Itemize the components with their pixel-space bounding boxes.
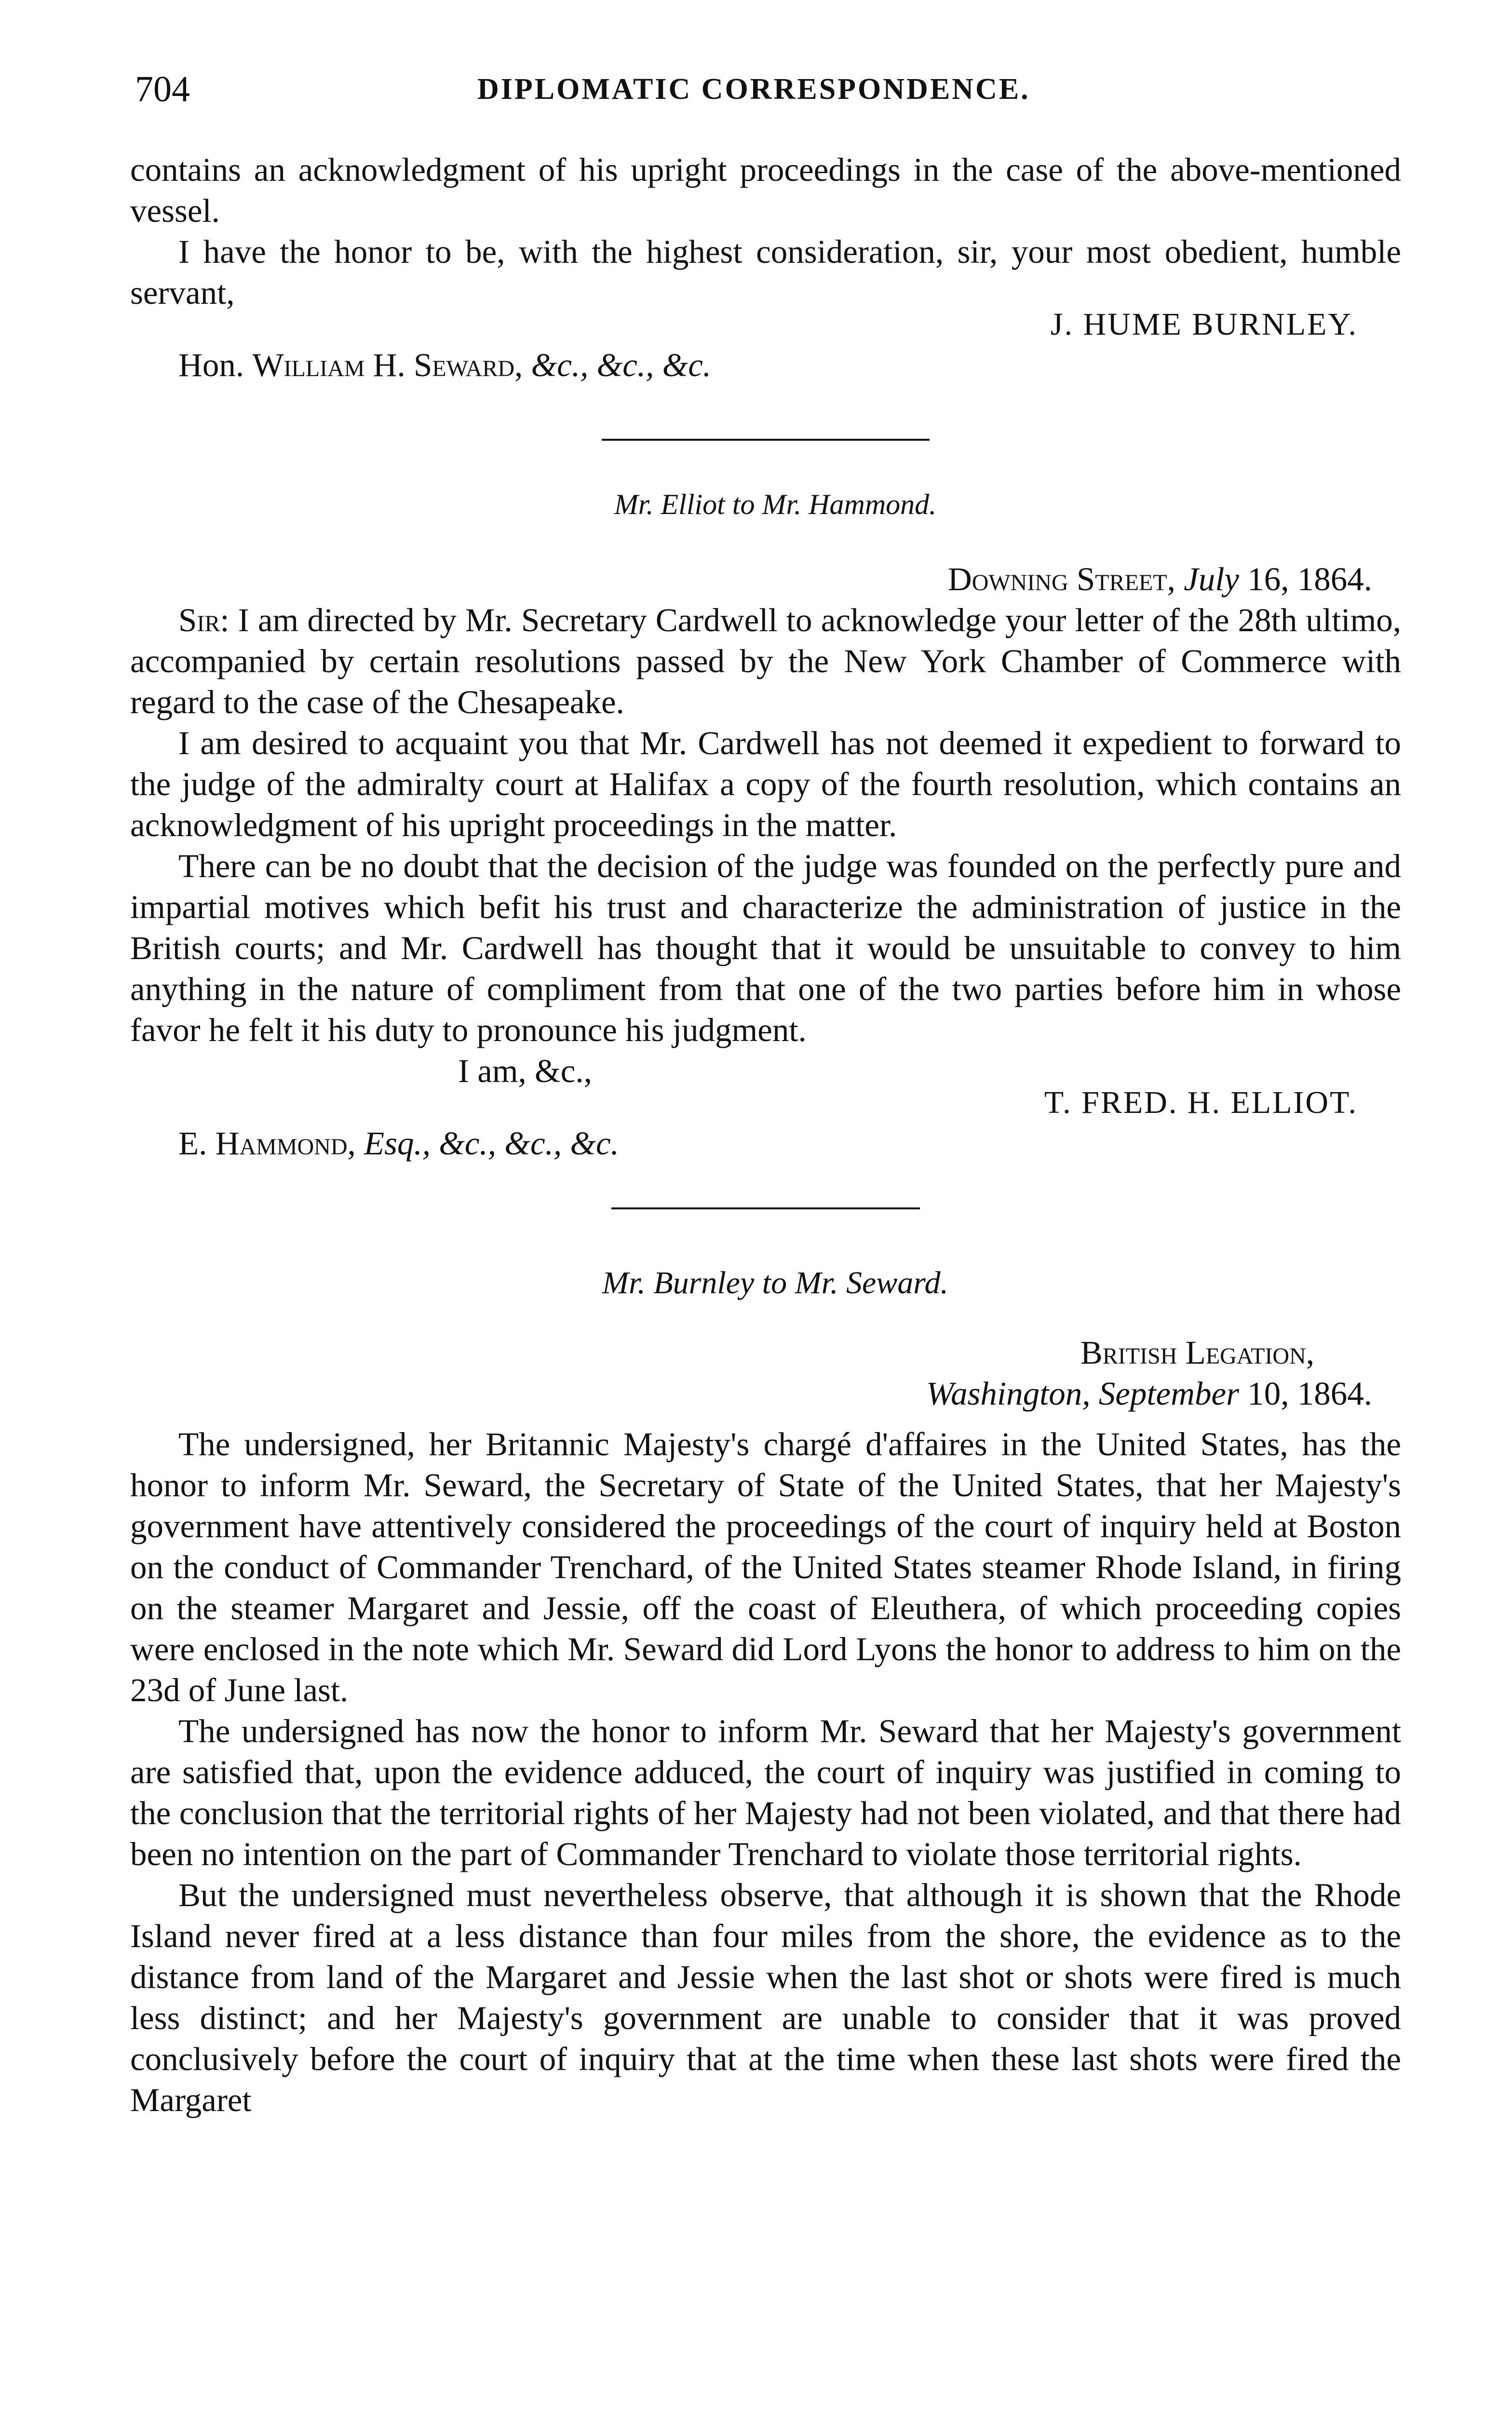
- signature: T. FRED. H. ELLIOT.: [1044, 1085, 1358, 1120]
- paragraph: I am desired to acquaint you that Mr. Cardwell has not deemed it expedient to forward to the judge of the admiralty court at Halifax a copy of the fourth resolution, which contains an acknowledgment of his upright proceedings in the matter.: [130, 725, 1401, 843]
- running-head: [130, 63, 1401, 116]
- addressee-name: E. Hammond,: [178, 1125, 356, 1162]
- letter-burnley-to-seward: [130, 1262, 1401, 2121]
- letter-elliot-to-hammond: [130, 484, 1401, 1164]
- closing: I have the honor to be, with the highest consideration, sir, your most obedient, humble servant,: [130, 233, 1401, 311]
- legation: British Legation,: [1080, 1334, 1314, 1371]
- running-title: DIPLOMATIC CORRESPONDENCE.: [477, 73, 1030, 106]
- letter-title: Mr. Burnley to Mr. Seward.: [602, 1265, 948, 1300]
- paragraph: The undersigned, her Britannic Majesty's chargé d'affaires in the United States, has the honor to inform Mr. Seward, the Secretary of State of the United States, that her Majesty's government have attentively considered the proceedings of the court of inquiry held at Boston on the conduct of Commander Trenchard, of the United States steamer Rhode Island, in firing on the steamer Margaret and Jessie, off the coast of Eleuthera, of which proceeding copies were enclosed in the note which Mr. Seward did Lord Lyons the honor to address to him on the 23d of June last.: [130, 1426, 1401, 1708]
- salutation: Sir: [178, 602, 220, 638]
- paragraph: contains an acknowledgment of his upright proceedings in the case of the above-mentioned vessel.: [130, 151, 1401, 229]
- addressee-suffix: Esq., &c., &c., &c.: [355, 1125, 619, 1162]
- dateline-date: 16, 1864.: [1239, 561, 1372, 597]
- dateline-place: Downing Street,: [947, 561, 1175, 597]
- addressee: [130, 1123, 1401, 1164]
- signature: J. HUME BURNLEY.: [1050, 307, 1358, 342]
- dateline: [130, 559, 1401, 600]
- closing: I am, &c.,: [458, 1053, 592, 1089]
- dateline-place: [130, 1332, 1401, 1373]
- dateline-month: September: [1090, 1375, 1239, 1412]
- paragraph: There can be no doubt that the decision of the judge was founded on the perfectly pure and impartial motives which befit his trust and characterize the administration of justice in the British courts; and Mr. Cardwell has thought that it would be unsuitable to convey to him anything in the nature of compliment from that one of the two parties before him in whose favor he felt it his duty to pronounce his judgment.: [130, 848, 1401, 1048]
- addressee-prefix: Hon.: [178, 347, 253, 383]
- paragraph: The undersigned has now the honor to inform Mr. Seward that her Majesty's government are satisfied that, upon the evidence adduced, the court of inquiry was justified in coming to the conclusion that the territorial rights of her Majesty had not been violated, and that there had been no intention on the part of Commander Trenchard to violate those territorial rights.: [130, 1713, 1401, 1872]
- letter-title: Mr. Elliot to Mr. Hammond.: [614, 488, 937, 520]
- paragraph: [130, 600, 1401, 723]
- page-number: 704: [135, 69, 190, 109]
- dateline-month: July: [1175, 561, 1239, 597]
- paragraph: But the undersigned must nevertheless observe, that although it is shown that the Rhode Island never fired at a less distance than four miles from the shore, the evidence as to the distance from land of the Margaret and Jessie when the last shot or shots were fired is much less distinct; and her Majesty's government are unable to consider that it was proved conclusively before the court of inquiry that at the time when these last shots were fired the Margaret: [130, 1877, 1401, 2118]
- section-divider: [602, 439, 930, 441]
- paragraph-text: : I am directed by Mr. Secretary Cardwell to acknowledge your letter of the 28th ultimo, accompanied by certain resolutions passed by the New York Chamber of Commerce with regard to the case of the Chesapeake.: [130, 602, 1401, 720]
- dateline-city: Washington,: [926, 1375, 1091, 1412]
- document-page: [130, 63, 1401, 2121]
- addressee-name: William H. Seward,: [252, 347, 523, 383]
- letter-burnley-end: [130, 149, 1401, 386]
- addressee-suffix: &c., &c., &c.: [523, 347, 712, 383]
- section-divider: [611, 1207, 920, 1209]
- dateline-date: 10, 1864.: [1239, 1375, 1372, 1412]
- addressee: [130, 345, 1401, 386]
- dateline: [130, 1373, 1401, 1414]
